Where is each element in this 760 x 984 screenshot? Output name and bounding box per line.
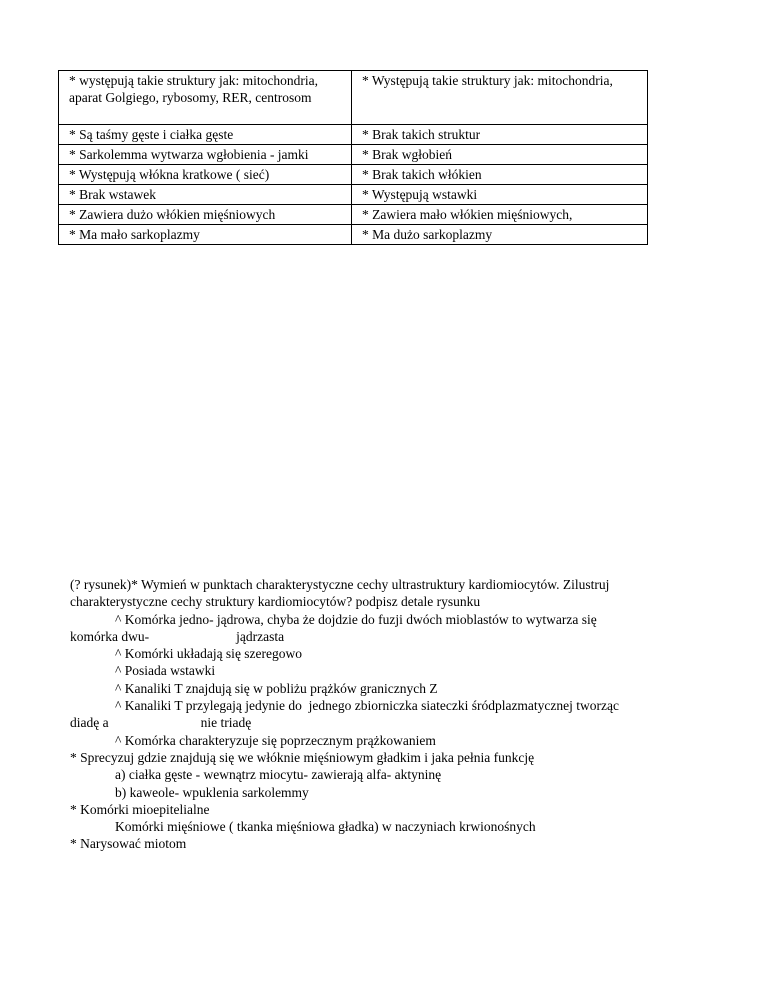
- table-row: [59, 185, 648, 205]
- question-3-answer: Komórki mięśniowe ( tkanka mięśniowa gładka) w naczyniach krwionośnych: [115, 819, 536, 835]
- answer-5-line-2-start: diadę a: [70, 715, 109, 731]
- answer-1-line-1: ^ Komórka jedno- jądrowa, chyba że dojdzie do fuzji dwóch mioblastów to wytwarza się: [115, 611, 597, 627]
- table-cell-left: * występują takie struktury jak: mitochondria, aparat Golgiego, rybosomy, RER, centrosom: [59, 71, 352, 125]
- table-row: [59, 165, 648, 185]
- table-row: [59, 205, 648, 225]
- table-cell-left: * Zawiera dużo włókien mięśniowych: [59, 205, 352, 225]
- table-cell-right: * Zawiera mało włókien mięśniowych,: [352, 205, 648, 225]
- answer-5-line-2-end: nie triadę: [200, 715, 252, 731]
- table-row: [59, 71, 648, 125]
- answer-6: ^ Komórka charakteryzuje się poprzecznym prążkowaniem: [115, 732, 436, 748]
- answer-1-line-2-end: jądrzasta: [236, 628, 285, 644]
- answer-1-line-2-start: komórka dwu-: [70, 628, 150, 644]
- answer-5-line-2: [70, 714, 680, 731]
- table-cell-left: * Występują włókna kratkowe ( sieć): [59, 165, 352, 185]
- question-1-line-2: charakterystyczne cechy struktury kardiomiocytów? podpisz detale rysunku: [70, 594, 481, 610]
- question-2-answer-a: a) ciałka gęste - wewnątrz miocytu- zawierają alfa- aktyninę: [115, 767, 442, 783]
- answer-2: ^ Komórki układają się szeregowo: [115, 646, 303, 662]
- table-cell-right: * Brak wgłobień: [352, 145, 648, 165]
- table-cell-left: * Sarkolemma wytwarza wgłobienia - jamki: [59, 145, 352, 165]
- table-cell-left: * Są taśmy gęste i ciałka gęste: [59, 125, 352, 145]
- answer-1-line-2: [70, 628, 680, 645]
- question-3: * Komórki mioepitelialne: [70, 801, 210, 817]
- table-cell-right: * Występują wstawki: [352, 185, 648, 205]
- comparison-table: [58, 70, 648, 245]
- table-row: [59, 225, 648, 245]
- table-cell-left: * Brak wstawek: [59, 185, 352, 205]
- question-2-answer-b: b) kaweole- wpuklenia sarkolemmy: [115, 784, 309, 800]
- answer-4: ^ Kanaliki T znajdują się w pobliżu prążków granicznych Z: [115, 680, 438, 696]
- table-cell-left: * Ma mało sarkoplazmy: [59, 225, 352, 245]
- question-2: * Sprecyzuj gdzie znajdują się we włóknie mięśniowym gładkim i jaka pełnia funkcję: [70, 749, 535, 765]
- table-row: [59, 125, 648, 145]
- question-4: * Narysować miotom: [70, 836, 187, 852]
- answer-3: ^ Posiada wstawki: [115, 663, 216, 679]
- notes-text-block: [70, 576, 680, 853]
- question-1-line-1: (? rysunek)* Wymień w punktach charakterystyczne cechy ultrastruktury kardiomiocytów. Zilustruj: [70, 577, 610, 592]
- answer-5-line-1: ^ Kanaliki T przylegają jedynie do jednego zbiorniczka siateczki śródplazmatycznej tworząc: [115, 698, 620, 714]
- table-cell-right: * Występują takie struktury jak: mitochondria,: [352, 71, 648, 125]
- table-cell-right: * Brak takich struktur: [352, 125, 648, 145]
- table-row: [59, 145, 648, 165]
- table-cell-right: * Ma dużo sarkoplazmy: [352, 225, 648, 245]
- table-cell-right: * Brak takich włókien: [352, 165, 648, 185]
